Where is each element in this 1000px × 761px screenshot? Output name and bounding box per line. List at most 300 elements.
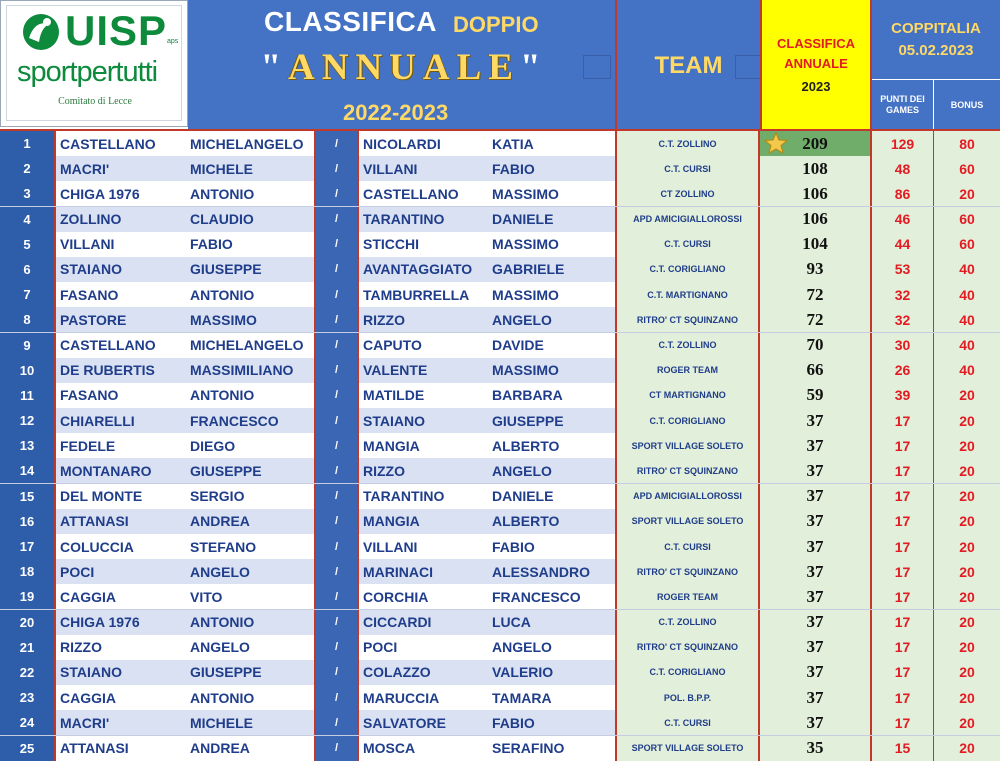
team-cell-text: C.T. ZOLLINO [658,340,717,350]
coppitalia-header [872,0,1000,129]
bonus-points-text: 20 [959,689,975,706]
bonus-points-text: 60 [959,211,975,228]
player1-name [186,207,316,232]
pair-separator [316,736,359,761]
pair-separator [316,635,359,660]
annual-score [760,257,872,282]
player2-surname [359,257,488,282]
bonus-points [934,509,1000,534]
bonus-points [934,358,1000,383]
bonus-points-text: 40 [959,286,975,303]
team-cell [617,333,760,358]
player2-name-text: GABRIELE [492,261,565,278]
logo-tagline: sportpertutti [17,56,158,88]
player2-name-text: SERAFINO [492,740,565,756]
games-points-text: 17 [894,513,911,530]
player1-surname [56,207,186,232]
player1-name [186,736,316,761]
team-cell-text: APD AMICIGIALLOROSSI [633,214,742,225]
player2-surname [359,307,488,332]
team-cell [617,282,760,307]
annual-score [760,156,872,181]
player1-surname-text: CASTELLANO [60,337,156,353]
pair-separator-text: / [334,742,339,754]
bonus-points-text: 20 [959,563,975,580]
table-row [0,358,1000,383]
annual-score-text: 37 [806,486,824,506]
games-points [872,458,934,483]
pair-separator [316,559,359,584]
games-points [872,156,934,181]
table-row [0,584,1000,609]
bonus-points [934,131,1000,156]
team-cell [617,358,760,383]
player1-surname-text: ATTANASI [60,513,129,530]
games-points [872,207,934,232]
team-cell [617,710,760,735]
bonus-points [934,584,1000,609]
player2-surname [359,660,488,685]
player2-name-text: MASSIMO [492,185,559,202]
pair-separator-text: / [334,540,339,553]
games-points [872,181,934,206]
player2-name-text: ALBERTO [492,437,560,454]
rank-cell-text: 22 [19,664,35,680]
table-row [0,257,1000,282]
annual-score-text: 209 [802,133,828,153]
pair-separator-text: / [334,288,339,301]
rank-cell-text: 1 [23,136,31,151]
star-icon [764,132,788,154]
team-cell [617,534,760,559]
team-cell-text: C.T. ZOLLINO [658,138,717,149]
player1-name [186,257,316,282]
player2-surname [359,358,488,383]
player2-name [488,559,617,584]
player1-name-text: DIEGO [190,437,236,454]
player1-name [186,307,316,332]
bonus-points-text: 20 [959,437,975,454]
player1-surname-text: CHIGA 1976 [60,185,140,202]
player2-name [488,257,617,282]
player2-surname-text: VILLANI [363,160,418,177]
player1-surname [56,635,186,660]
rank-cell-text: 21 [19,639,35,655]
player2-name [488,635,617,660]
player1-surname-text: RIZZO [60,639,102,656]
team-cell [617,181,760,206]
player2-surname [359,232,488,257]
table-row [0,534,1000,559]
table-row [0,333,1000,358]
annual-score [760,232,872,257]
player2-name-text: KATIA [492,135,534,152]
bonus-points [934,282,1000,307]
games-points-text: 17 [894,412,911,429]
team-cell-text: ROGER TEAM [656,365,718,376]
player2-surname-text: TARANTINO [363,211,445,228]
player1-surname [56,458,186,483]
games-points [872,408,934,433]
player1-name [186,584,316,609]
player2-name-text: VALERIO [492,664,554,681]
player2-name [488,736,617,761]
player1-name-text: ANTONIO [190,185,255,202]
rank-cell [0,433,56,458]
team-label: TEAM [654,52,723,79]
annual-score-text: 37 [806,586,824,606]
team-cell [617,610,760,635]
rank-cell-text: 13 [19,438,35,454]
pair-separator [316,207,359,232]
player1-name-text: CLAUDIO [190,211,254,228]
player1-name [186,635,316,660]
bonus-points [934,559,1000,584]
games-points-text: 48 [894,160,911,177]
annual-score [760,559,872,584]
bonus-points [934,458,1000,483]
coppitalia-title [872,0,1000,80]
player2-surname-text: STICCHI [363,236,419,253]
bonus-points-text: 40 [959,362,975,379]
ranking-table [0,129,1000,760]
decor-square [735,55,763,79]
rank-cell-text: 6 [23,261,31,277]
rank-cell-text: 20 [19,614,35,630]
title-annuale [224,46,584,89]
player1-surname-text: VILLANI [60,236,115,253]
bonus-points [934,534,1000,559]
pair-separator [316,383,359,408]
games-points-text: 86 [894,185,911,202]
player1-name [186,458,316,483]
annual-score-text: 37 [806,410,824,430]
games-points-text: 17 [894,563,911,580]
annual-score [760,307,872,332]
games-points [872,358,934,383]
annual-score-text: 108 [802,158,828,178]
team-cell-text: C.T. CORIGLIANO [649,264,726,275]
player2-surname-text: CAPUTO [363,337,422,353]
annual-score-text: 37 [806,511,824,531]
games-points [872,307,934,332]
rank-cell-text: 24 [19,715,35,731]
player1-name-text: FABIO [190,236,233,253]
bonus-points [934,635,1000,660]
annual-ranking-year: 2023 [801,79,831,94]
games-points-text: 32 [894,286,911,303]
pair-separator [316,484,359,509]
decor-square [583,55,611,79]
player1-name-text: ANGELO [190,639,250,656]
rank-cell [0,685,56,710]
player2-name [488,282,617,307]
rank-cell [0,509,56,534]
player1-surname-text: FASANO [60,286,119,303]
title-classifica: CLASSIFICA [264,6,437,37]
team-header [617,0,760,129]
pair-separator [316,307,359,332]
bonus-points-text: 20 [959,488,975,505]
pair-separator [316,458,359,483]
team-cell [617,584,760,609]
rank-cell-text: 19 [19,589,35,605]
games-points-text: 17 [894,462,911,479]
column-bonus-header: BONUS [950,99,984,110]
annual-score-text: 59 [806,385,824,405]
player1-name-text: ANDREA [190,740,250,756]
player1-surname [56,433,186,458]
team-cell-text: C.T. CURSI [664,239,711,250]
annual-score [760,584,872,609]
annual-score [760,433,872,458]
rank-cell-text: 3 [23,186,31,202]
team-cell [617,232,760,257]
bonus-points-text: 20 [959,412,975,429]
player1-name-text: ANGELO [190,563,250,580]
bonus-points [934,484,1000,509]
player2-surname-text: SALVATORE [363,714,446,731]
team-cell-text: RITRO' CT SQUINZANO [636,314,739,325]
player1-name [186,710,316,735]
player1-name-text: MICHELE [190,714,253,731]
pair-separator-text: / [334,313,339,326]
annual-score [760,131,872,156]
player1-name [186,685,316,710]
player2-name-text: DAVIDE [492,337,544,353]
rank-cell [0,282,56,307]
player1-surname-text: ZOLLINO [60,211,122,228]
bonus-points [934,307,1000,332]
games-points [872,660,934,685]
games-points [872,282,934,307]
logo-frame [6,5,182,121]
player2-name-text: GIUSEPPE [492,412,564,429]
player2-surname-text: MARUCCIA [363,689,440,706]
annual-score [760,358,872,383]
player2-name [488,333,617,358]
pair-separator-text: / [334,339,339,351]
pair-separator-text: / [334,187,339,200]
player1-surname [56,685,186,710]
player2-name-text: MASSIMO [492,286,559,303]
player1-name-text: VITO [190,588,223,605]
bonus-points [934,685,1000,710]
team-cell-text: SPORT VILLAGE SOLETO [631,743,744,753]
player1-surname [56,257,186,282]
bonus-points-text: 40 [959,261,975,278]
player2-name [488,307,617,332]
player1-surname [56,484,186,509]
player1-name-text: ANTONIO [190,614,255,631]
bonus-points [934,610,1000,635]
annual-score [760,610,872,635]
logo-aps: aps [167,38,179,45]
rank-cell-text: 7 [23,287,31,303]
rank-cell [0,710,56,735]
pair-separator [316,433,359,458]
team-cell-text: C.T. CURSI [664,541,711,552]
annual-score [760,207,872,232]
games-points-text: 44 [894,236,911,253]
rank-cell [0,358,56,383]
games-points-text: 17 [894,714,911,731]
player1-name [186,433,316,458]
player2-surname-text: CASTELLANO [363,185,459,202]
games-points-text: 15 [894,740,911,756]
annual-ranking-line2: ANNUALE [784,56,848,71]
player1-surname [56,282,186,307]
bonus-points-text: 20 [959,740,975,756]
annual-score [760,710,872,735]
bonus-points [934,736,1000,761]
team-cell [617,509,760,534]
rank-cell [0,181,56,206]
player1-surname-text: CAGGIA [60,689,116,706]
bonus-points-text: 40 [959,311,975,328]
pair-separator-text: / [334,515,339,528]
player2-surname [359,458,488,483]
annual-score [760,484,872,509]
rank-cell [0,534,56,559]
team-cell-text: ROGER TEAM [656,591,718,602]
annual-ranking-header [760,0,872,129]
table-row [0,207,1000,232]
player1-name-text: FRANCESCO [190,412,279,429]
annual-score-text: 106 [802,183,828,203]
rank-cell-text: 14 [19,463,35,479]
rank-cell [0,156,56,181]
table-row [0,408,1000,433]
player1-name-text: STEFANO [190,538,257,555]
season-label: 2022-2023 [343,100,449,125]
uisp-emblem-icon [19,12,63,52]
table-row [0,660,1000,685]
player1-name [186,534,316,559]
team-cell-text: C.T. CURSI [664,717,711,728]
pair-separator [316,685,359,710]
player2-name-text: TAMARA [492,689,552,706]
games-points-text: 39 [894,387,911,404]
bonus-points [934,710,1000,735]
player2-surname [359,156,488,181]
games-points-text: 53 [894,261,911,278]
player2-surname-text: VILLANI [363,538,418,555]
table-row [0,710,1000,735]
rank-cell-text: 8 [23,312,31,328]
player2-surname [359,584,488,609]
player2-surname [359,282,488,307]
team-cell [617,433,760,458]
player2-surname-text: VALENTE [363,362,428,379]
player2-name [488,232,617,257]
pair-separator-text: / [334,238,339,251]
team-cell [617,635,760,660]
rank-cell [0,660,56,685]
bonus-points-text: 20 [959,513,975,530]
player1-surname [56,660,186,685]
team-cell-text: CT MARTIGNANO [649,390,726,401]
bonus-points-text: 20 [959,714,975,731]
pair-separator-text: / [334,716,339,729]
annual-score-text: 72 [806,309,824,329]
player2-surname-text: RIZZO [363,462,405,479]
player2-name [488,131,617,156]
team-cell-text: C.T. CORIGLIANO [649,415,726,426]
pair-separator-text: / [334,641,339,654]
player1-name [186,358,316,383]
player1-name [186,333,316,358]
player1-surname-text: CHIGA 1976 [60,614,140,631]
team-cell-text: RITRO' CT SQUINZANO [636,642,739,653]
annual-score-text: 35 [806,738,824,757]
table-row [0,635,1000,660]
player1-name-text: MICHELE [190,160,253,177]
uisp-logo [0,0,188,127]
bonus-points-text: 20 [959,387,975,404]
games-points-text: 17 [894,689,911,706]
player1-name-text: GIUSEPPE [190,462,262,479]
player1-surname-text: CHIARELLI [60,412,135,429]
pair-separator-text: / [334,439,339,452]
player1-surname [56,232,186,257]
player1-surname-text: ATTANASI [60,740,129,756]
player2-name-text: LUCA [492,614,531,631]
player1-surname [56,736,186,761]
rank-cell-text: 18 [19,564,35,580]
team-cell [617,383,760,408]
player2-surname-text: COLAZZO [363,664,431,681]
team-cell [617,207,760,232]
annual-score [760,736,872,761]
player2-name [488,408,617,433]
player2-surname-text: TAMBURRELLA [363,286,470,303]
player2-name [488,484,617,509]
pair-separator-text: / [334,162,339,175]
table-row [0,559,1000,584]
player2-surname-text: MANGIA [363,437,420,454]
pair-separator [316,584,359,609]
player2-name-text: DANIELE [492,488,554,505]
player2-surname-text: CORCHIA [363,588,429,605]
player1-surname [56,559,186,584]
table-row [0,610,1000,635]
pair-separator-text: / [334,414,339,427]
team-cell [617,660,760,685]
table-row [0,484,1000,509]
player2-name [488,358,617,383]
player2-name [488,207,617,232]
team-cell-text: APD AMICIGIALLOROSSI [633,491,742,502]
bonus-points [934,181,1000,206]
player2-surname-text: MANGIA [363,513,420,530]
annual-score-text: 37 [806,637,824,657]
rank-cell [0,383,56,408]
player2-surname [359,610,488,635]
rank-cell [0,736,56,761]
player2-name-text: FABIO [492,714,535,731]
player2-name-text: FABIO [492,538,535,555]
column-points-header: PUNTI DEI GAMES [872,80,934,129]
table-row [0,736,1000,761]
pair-separator [316,710,359,735]
player2-name-text: ALESSANDRO [492,563,591,580]
rank-cell [0,307,56,332]
games-points [872,257,934,282]
games-points [872,484,934,509]
annual-score [760,458,872,483]
table-row [0,383,1000,408]
